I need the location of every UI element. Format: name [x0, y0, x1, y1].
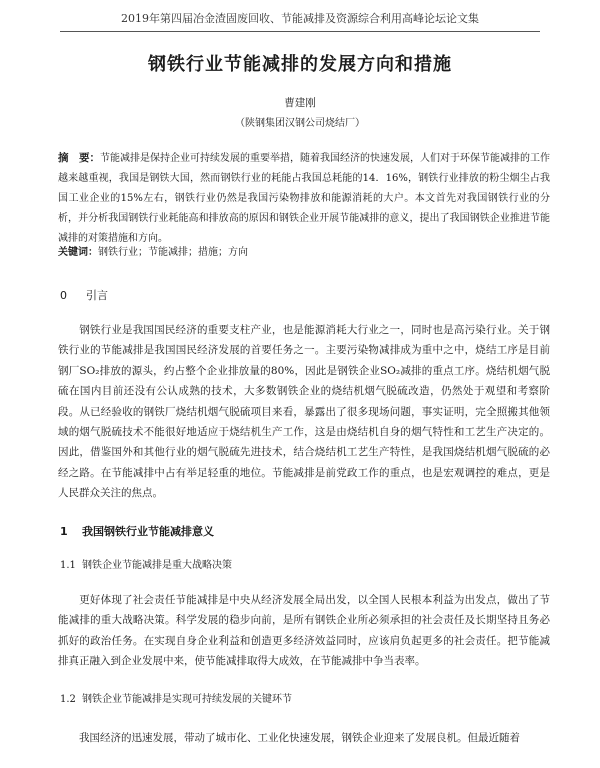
abstract-text: 节能减排是保持企业可持续发展的重要举措，随着我国经济的快速发展，人们对于环保节能减排的工作越来越重视，我国是钢铁大国，然而钢铁行业的耗能占我国总耗能的14．16%，钢铁行业排放的粉尘烟尘占我国工业企业的15%左右，钢铁行业仍然是我国污染物排放和能源消耗的大户。本文首先对我国钢铁行业的分析，并分析我国钢铁行业耗能高和排放高的原因和钢铁企业开展节能减排的意义，提出了我国钢铁企业推进节能减排的对策措施和方向。 — [58, 153, 550, 244]
section-title: 引言 — [86, 289, 108, 302]
subsection-heading-1-1 — [60, 556, 232, 571]
author-name: 曹建刚 — [284, 97, 316, 109]
subsection-title: 钢铁企业节能减排是重大战略决策 — [82, 560, 232, 571]
section-heading-intro — [60, 287, 108, 303]
subsection-number: 1.2 — [60, 694, 76, 705]
section-title: 我国钢铁行业节能减排意义 — [82, 525, 214, 538]
abstract-label: 摘 要： — [58, 152, 100, 164]
abstract — [58, 148, 550, 249]
subsection-title: 钢铁企业节能减排是实现可持续发展的关键环节 — [82, 694, 292, 705]
keywords-label: 关键词： — [58, 247, 98, 258]
keywords-text: 钢铁行业；节能减排；措施；方向 — [98, 247, 248, 258]
subsection-1-1-paragraph — [58, 590, 550, 672]
section-heading-1 — [60, 523, 214, 539]
paper-title: 钢铁行业节能减排的发展方向和措施 — [148, 54, 452, 75]
intro-paragraph — [58, 320, 550, 504]
paragraph-text: 更好体现了社会责任节能减排是中央从经济发展全局出发，以全国人民根本利益为出发点，做出了节能减排的重大战略决策。科学发展的稳步向前，是所有钢铁企业所必须承担的社会责任及长期坚持且务必抓好的政治任务。在实现自身企业利益和创造更多经济效益同时，应该肩负起更多的社会责任。把节能减排真正融入到企业发展中来，使节能减排取得大成效，在节能减排中争当表率。 — [58, 594, 550, 668]
section-number: 0 — [60, 289, 67, 302]
paragraph-text: 我国经济的迅速发展，带动了城市化、工业化快速发展，钢铁企业迎来了发展良机。但最近随着 — [79, 732, 520, 744]
subsection-number: 1.1 — [60, 560, 76, 571]
author-affiliation: （陕钢集团汉钢公司烧结厂） — [235, 118, 365, 129]
subsection-heading-1-2 — [60, 690, 292, 705]
keywords — [58, 245, 550, 261]
paragraph-text: 钢铁行业是我国国民经济的重要支柱产业，也是能源消耗大行业之一，同时也是高污染行业。关于钢铁行业的节能减排是我国国民经济发展的首要任务之一。主要污染物减排成为重中之中，烧结工序是目前钢厂SO₂排放的源头，约占整个企业排放量的80%，因此是钢铁企业SO₂减排的重点工序。烧结机烟气脱硫在国内目前还没有公认成熟的技术，大多数钢铁企业的烧结机烟气脱硫改造，仍然处于观望和考察阶段。从已经验收的钢铁厂烧结机烟气脱硫项目来看，暴露出了很多现场问题，事实证明，完全照搬其他领域的烟气脱硫技术不能很好地适应于烧结机生产工作，这是由烧结机自身的烟气特性和工艺生产决定的。因此，借鉴国外和其他行业的烟气脱硫先进技术，结合烧结机工艺生产特性，是我国烧结机烟气脱硫的必经之路。在节能减排中占有举足轻重的地位。节能减排是前党政工作的重点，也是宏观调控的难点，更是人民群众关注的焦点。 — [58, 324, 550, 500]
section-number: 1 — [60, 525, 68, 538]
running-header: 2019年第四届冶金渣固废回收、节能减排及资源综合利用高峰论坛论文集 — [60, 10, 540, 32]
subsection-1-2-paragraph — [58, 728, 550, 748]
